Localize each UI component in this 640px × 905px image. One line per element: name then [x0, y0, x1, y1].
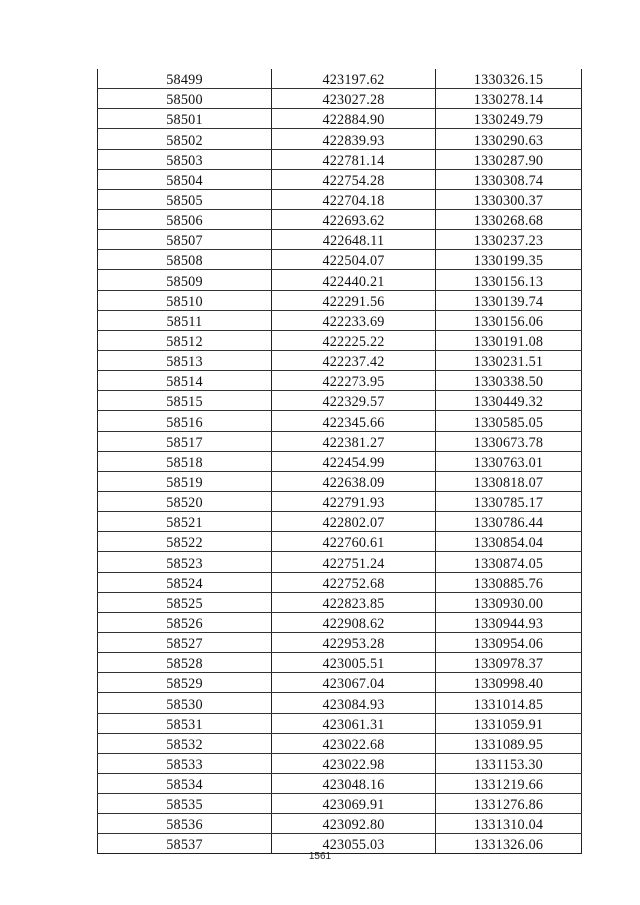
- y-coordinate-cell: 1331276.86: [436, 794, 582, 814]
- point-id-cell: 58517: [98, 431, 272, 451]
- point-id-cell: 58507: [98, 230, 272, 250]
- y-coordinate-cell: 1330930.00: [436, 592, 582, 612]
- x-coordinate-cell: 423067.04: [272, 673, 436, 693]
- table-row: [98, 209, 582, 229]
- y-coordinate-cell: 1330156.13: [436, 270, 582, 290]
- x-coordinate-cell: 423022.98: [272, 753, 436, 773]
- y-coordinate-cell: 1331089.95: [436, 733, 582, 753]
- x-coordinate-cell: 423061.31: [272, 713, 436, 733]
- table-row: [98, 189, 582, 209]
- x-coordinate-cell: 423069.91: [272, 794, 436, 814]
- point-id-cell: 58532: [98, 733, 272, 753]
- y-coordinate-cell: 1330191.08: [436, 330, 582, 350]
- y-coordinate-cell: 1330231.51: [436, 350, 582, 370]
- table-row: [98, 632, 582, 652]
- y-coordinate-cell: 1330338.50: [436, 371, 582, 391]
- x-coordinate-cell: 423027.28: [272, 89, 436, 109]
- y-coordinate-cell: 1330818.07: [436, 471, 582, 491]
- point-id-cell: 58501: [98, 109, 272, 129]
- point-id-cell: 58515: [98, 391, 272, 411]
- point-id-cell: 58533: [98, 753, 272, 773]
- table-row: [98, 310, 582, 330]
- x-coordinate-cell: 422638.09: [272, 471, 436, 491]
- y-coordinate-cell: 1330885.76: [436, 572, 582, 592]
- y-coordinate-cell: 1330954.06: [436, 632, 582, 652]
- table-row: [98, 431, 582, 451]
- point-id-cell: 58516: [98, 411, 272, 431]
- y-coordinate-cell: 1330287.90: [436, 149, 582, 169]
- table-row: [98, 149, 582, 169]
- y-coordinate-cell: 1331219.66: [436, 773, 582, 793]
- table-row: [98, 693, 582, 713]
- point-id-cell: 58520: [98, 491, 272, 511]
- x-coordinate-cell: 422754.28: [272, 169, 436, 189]
- y-coordinate-cell: 1330290.63: [436, 129, 582, 149]
- table-row: [98, 451, 582, 471]
- page-number: 1561: [308, 851, 332, 862]
- y-coordinate-cell: 1330308.74: [436, 169, 582, 189]
- y-coordinate-cell: 1330237.23: [436, 230, 582, 250]
- y-coordinate-cell: 1330278.14: [436, 89, 582, 109]
- x-coordinate-cell: 422273.95: [272, 371, 436, 391]
- y-coordinate-cell: 1330854.04: [436, 532, 582, 552]
- table-row: [98, 552, 582, 572]
- table-row: [98, 69, 582, 89]
- point-id-cell: 58512: [98, 330, 272, 350]
- table-row: [98, 330, 582, 350]
- table-row: [98, 572, 582, 592]
- point-id-cell: 58527: [98, 632, 272, 652]
- y-coordinate-cell: 1330944.93: [436, 612, 582, 632]
- point-id-cell: 58537: [98, 834, 272, 854]
- table-row: [98, 290, 582, 310]
- x-coordinate-cell: 423048.16: [272, 773, 436, 793]
- table-row: [98, 230, 582, 250]
- x-coordinate-cell: 422504.07: [272, 250, 436, 270]
- table-row: [98, 169, 582, 189]
- table-row: [98, 794, 582, 814]
- x-coordinate-cell: 422953.28: [272, 632, 436, 652]
- y-coordinate-cell: 1330326.15: [436, 69, 582, 89]
- point-id-cell: 58535: [98, 794, 272, 814]
- y-coordinate-cell: 1330673.78: [436, 431, 582, 451]
- point-id-cell: 58519: [98, 471, 272, 491]
- table-row: [98, 512, 582, 532]
- x-coordinate-cell: 422752.68: [272, 572, 436, 592]
- y-coordinate-cell: 1330449.32: [436, 391, 582, 411]
- point-id-cell: 58536: [98, 814, 272, 834]
- table-row: [98, 129, 582, 149]
- point-id-cell: 58510: [98, 290, 272, 310]
- point-id-cell: 58506: [98, 209, 272, 229]
- x-coordinate-cell: 422884.90: [272, 109, 436, 129]
- x-coordinate-cell: 422823.85: [272, 592, 436, 612]
- y-coordinate-cell: 1330300.37: [436, 189, 582, 209]
- point-id-cell: 58511: [98, 310, 272, 330]
- table-row: [98, 250, 582, 270]
- x-coordinate-cell: 422233.69: [272, 310, 436, 330]
- point-id-cell: 58513: [98, 350, 272, 370]
- table-body: [98, 69, 582, 854]
- point-id-cell: 58525: [98, 592, 272, 612]
- point-id-cell: 58505: [98, 189, 272, 209]
- table-row: [98, 753, 582, 773]
- y-coordinate-cell: 1331310.04: [436, 814, 582, 834]
- y-coordinate-cell: 1330998.40: [436, 673, 582, 693]
- table-row: [98, 109, 582, 129]
- table-row: [98, 270, 582, 290]
- x-coordinate-cell: 422908.62: [272, 612, 436, 632]
- x-coordinate-cell: 422839.93: [272, 129, 436, 149]
- table-row: [98, 592, 582, 612]
- point-id-cell: 58508: [98, 250, 272, 270]
- point-id-cell: 58509: [98, 270, 272, 290]
- x-coordinate-cell: 422440.21: [272, 270, 436, 290]
- x-coordinate-cell: 423055.03: [272, 834, 436, 854]
- y-coordinate-cell: 1330978.37: [436, 653, 582, 673]
- y-coordinate-cell: 1330199.35: [436, 250, 582, 270]
- y-coordinate-cell: 1330139.74: [436, 290, 582, 310]
- y-coordinate-cell: 1330249.79: [436, 109, 582, 129]
- point-id-cell: 58529: [98, 673, 272, 693]
- x-coordinate-cell: 422454.99: [272, 451, 436, 471]
- y-coordinate-cell: 1330585.05: [436, 411, 582, 431]
- point-id-cell: 58534: [98, 773, 272, 793]
- y-coordinate-cell: 1330785.17: [436, 491, 582, 511]
- x-coordinate-cell: 422329.57: [272, 391, 436, 411]
- table-row: [98, 391, 582, 411]
- table-row: [98, 713, 582, 733]
- table-row: [98, 89, 582, 109]
- point-id-cell: 58524: [98, 572, 272, 592]
- table-row: [98, 411, 582, 431]
- point-id-cell: 58521: [98, 512, 272, 532]
- x-coordinate-cell: 422781.14: [272, 149, 436, 169]
- point-id-cell: 58531: [98, 713, 272, 733]
- x-coordinate-cell: 422225.22: [272, 330, 436, 350]
- x-coordinate-cell: 422791.93: [272, 491, 436, 511]
- point-id-cell: 58499: [98, 69, 272, 89]
- point-id-cell: 58526: [98, 612, 272, 632]
- x-coordinate-cell: 422237.42: [272, 350, 436, 370]
- table-row: [98, 532, 582, 552]
- coordinate-table: [97, 69, 582, 854]
- table-row: [98, 350, 582, 370]
- point-id-cell: 58528: [98, 653, 272, 673]
- x-coordinate-cell: 422751.24: [272, 552, 436, 572]
- point-id-cell: 58503: [98, 149, 272, 169]
- table-row: [98, 673, 582, 693]
- table-row: [98, 653, 582, 673]
- x-coordinate-cell: 423022.68: [272, 733, 436, 753]
- table-row: [98, 612, 582, 632]
- y-coordinate-cell: 1331014.85: [436, 693, 582, 713]
- y-coordinate-cell: 1330156.06: [436, 310, 582, 330]
- y-coordinate-cell: 1331326.06: [436, 834, 582, 854]
- point-id-cell: 58530: [98, 693, 272, 713]
- x-coordinate-cell: 422802.07: [272, 512, 436, 532]
- x-coordinate-cell: 422704.18: [272, 189, 436, 209]
- table-row: [98, 491, 582, 511]
- x-coordinate-cell: 423197.62: [272, 69, 436, 89]
- y-coordinate-cell: 1330786.44: [436, 512, 582, 532]
- x-coordinate-cell: 422291.56: [272, 290, 436, 310]
- x-coordinate-cell: 422648.11: [272, 230, 436, 250]
- x-coordinate-cell: 423005.51: [272, 653, 436, 673]
- point-id-cell: 58518: [98, 451, 272, 471]
- point-id-cell: 58514: [98, 371, 272, 391]
- y-coordinate-cell: 1331059.91: [436, 713, 582, 733]
- x-coordinate-cell: 422381.27: [272, 431, 436, 451]
- y-coordinate-cell: 1331153.30: [436, 753, 582, 773]
- point-id-cell: 58522: [98, 532, 272, 552]
- table-row: [98, 733, 582, 753]
- y-coordinate-cell: 1330874.05: [436, 552, 582, 572]
- table-row: [98, 371, 582, 391]
- x-coordinate-cell: 422760.61: [272, 532, 436, 552]
- point-id-cell: 58500: [98, 89, 272, 109]
- y-coordinate-cell: 1330763.01: [436, 451, 582, 471]
- table-row: [98, 773, 582, 793]
- y-coordinate-cell: 1330268.68: [436, 209, 582, 229]
- table-row: [98, 814, 582, 834]
- x-coordinate-cell: 422345.66: [272, 411, 436, 431]
- point-id-cell: 58523: [98, 552, 272, 572]
- point-id-cell: 58502: [98, 129, 272, 149]
- point-id-cell: 58504: [98, 169, 272, 189]
- x-coordinate-cell: 423084.93: [272, 693, 436, 713]
- x-coordinate-cell: 422693.62: [272, 209, 436, 229]
- table-row: [98, 471, 582, 491]
- x-coordinate-cell: 423092.80: [272, 814, 436, 834]
